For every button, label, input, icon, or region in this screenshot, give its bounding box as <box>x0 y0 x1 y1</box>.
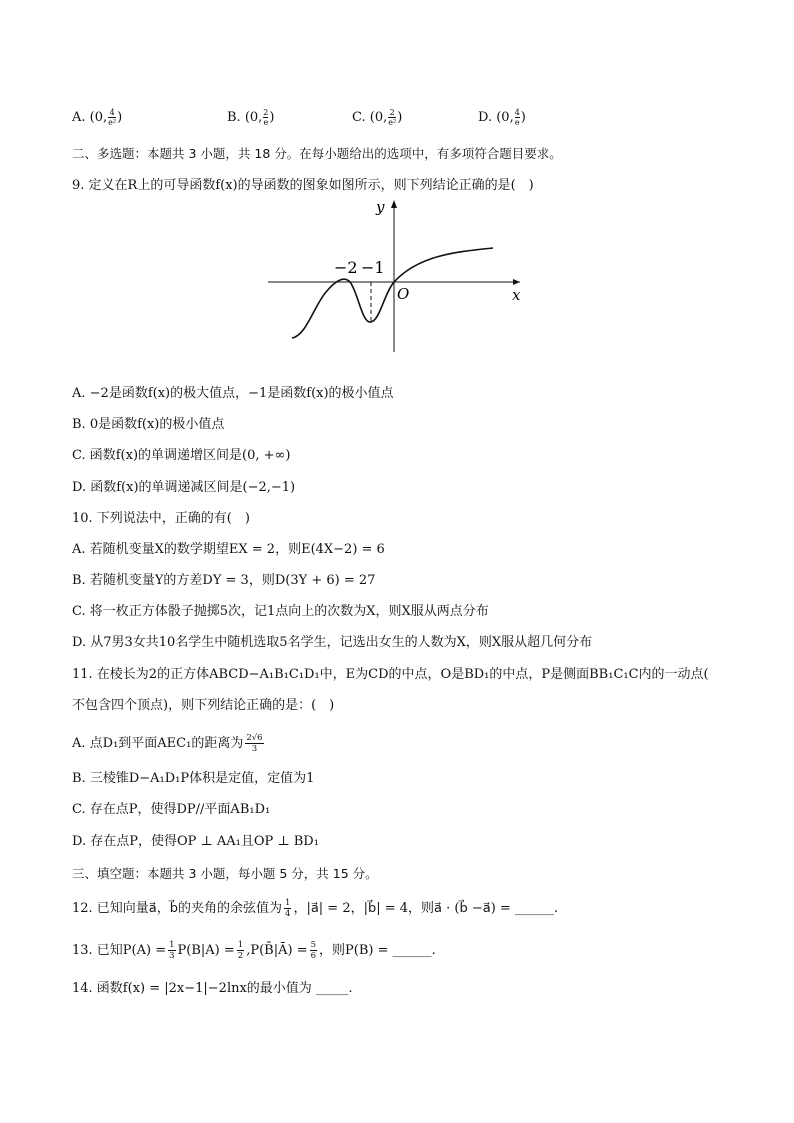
q8-d-den: e <box>514 118 520 127</box>
y-axis-arrow <box>391 200 397 208</box>
q11-option-c: C. 存在点P，使得DP//平面AB₁D₁ <box>72 802 271 817</box>
q13-mid1: P(B|A) = <box>177 943 235 958</box>
q13-pre: 13. 已知P(A) = <box>72 943 167 958</box>
q10-option-d: D. 从7男3女共10名学生中随机选取5名学生，记选出女生的人数为X，则X服从超几何分布 <box>72 635 593 650</box>
q9-option-d: D. 函数f(x)的单调递减区间是(−2,−1) <box>72 480 296 495</box>
q13-f3-num: 5 <box>310 940 317 950</box>
q10-stem: 10. 下列说法中，正确的有( ) <box>72 511 250 526</box>
q8-b-close: ) <box>269 110 275 125</box>
q11-stem-line1: 11. 在棱长为2的正方体ABCD−A₁B₁C₁D₁中，E为CD的中点，O是BD₁的中点，P是侧面BB₁C₁C内的一动点( <box>72 667 709 682</box>
x-axis-label: x <box>512 286 521 304</box>
q10-option-a: A. 若随机变量X的数学期望EX = 2，则E(4X−2) = 6 <box>72 542 385 557</box>
origin-label: O <box>397 285 410 303</box>
q11-stem-line2: 不包含四个顶点)，则下列结论正确的是：( ) <box>72 698 335 713</box>
q8-d-close: ) <box>520 110 526 125</box>
q8-option-a-label: A. (0, <box>72 110 108 125</box>
q13-f1-den: 3 <box>169 951 175 961</box>
q8-option-c <box>352 108 402 127</box>
q11-a-den: 3 <box>251 744 258 754</box>
q12 <box>72 898 558 919</box>
y-axis-label: y <box>376 198 385 216</box>
q8-option-c-label: C. (0, <box>352 110 388 125</box>
x-axis-arrow <box>513 279 520 285</box>
derivative-curve <box>292 248 493 338</box>
q11-option-b: B. 三棱锥D−A₁D₁P体积是定值，定值为1 <box>72 771 315 786</box>
q11-option-a-text: A. 点D₁到平面AEC₁的距离为 <box>72 736 244 751</box>
q8-option-d <box>478 108 526 127</box>
section-heading-fill-in: 三、填空题：本题共 3 小题，每小题 5 分，共 15 分。 <box>72 866 378 881</box>
q9-option-c: C. 函数f(x)的单调递增区间是(0, +∞) <box>72 448 291 463</box>
q13-mid2: ,P(B̄|Ā) = <box>246 943 308 958</box>
q13-post: ，则P(B) = ______. <box>319 943 436 958</box>
q10-option-c: C. 将一枚正方体骰子抛掷5次，记1点向上的次数为X，则X服从两点分布 <box>72 604 489 619</box>
q8-option-b-label: B. (0, <box>227 110 263 125</box>
q8-a-num: 4 <box>109 108 115 117</box>
q12-den: 4 <box>285 909 291 919</box>
q11-option-d: D. 存在点P，使得OP ⊥ AA₁且OP ⊥ BD₁ <box>72 834 319 849</box>
q8-option-b <box>227 108 274 127</box>
q13-f2-num: 1 <box>237 940 244 950</box>
q11-a-num: 2√6 <box>246 733 263 743</box>
q11-option-a <box>72 733 264 754</box>
q14: 14. 函数f(x) = |2x−1|−2lnx的最小值为 _____. <box>72 981 353 996</box>
q9-option-a: A. −2是函数f(x)的极大值点，−1是函数f(x)的极小值点 <box>72 386 394 401</box>
q8-d-num: 4 <box>514 108 520 117</box>
q12-pre: 12. 已知向量a⃗，b⃗的夹角的余弦值为 <box>72 901 283 916</box>
q8-c-close: ) <box>397 110 403 125</box>
q8-b-num: 2 <box>263 108 269 117</box>
q13-f1-num: 1 <box>169 940 175 950</box>
q13-f2-den: 2 <box>237 951 244 961</box>
q9-option-b: B. 0是函数f(x)的极小值点 <box>72 417 225 432</box>
q13-f3-den: 6 <box>310 951 317 961</box>
q8-b-den: e <box>263 118 269 127</box>
tick-label-neg2: −2 <box>334 258 358 277</box>
q8-a-den: e² <box>108 118 117 127</box>
tick-label-neg1: −1 <box>361 258 385 277</box>
q13 <box>72 940 436 961</box>
q10-option-b: B. 若随机变量Y的方差DY = 3，则D(3Y + 6) = 27 <box>72 573 376 588</box>
q8-a-close: ) <box>117 110 123 125</box>
section-heading-multiple-choice: 二、多选题：本题共 3 小题，共 18 分。在每小题给出的选项中，有多项符合题目要求。 <box>72 146 562 161</box>
q8-c-den: e² <box>388 118 397 127</box>
q8-option-d-label: D. (0, <box>478 110 514 125</box>
q8-option-a <box>72 108 122 127</box>
q9-derivative-graph <box>268 196 528 356</box>
q9-stem: 9. 定义在R上的可导函数f(x)的导函数的图象如图所示，则下列结论正确的是( ) <box>72 178 534 193</box>
q12-post: ，|a⃗| = 2，|b⃗| = 4，则a⃗ · (b⃗ −a⃗) = ______. <box>293 901 559 916</box>
q12-num: 1 <box>285 898 291 908</box>
q8-c-num: 2 <box>389 108 395 117</box>
